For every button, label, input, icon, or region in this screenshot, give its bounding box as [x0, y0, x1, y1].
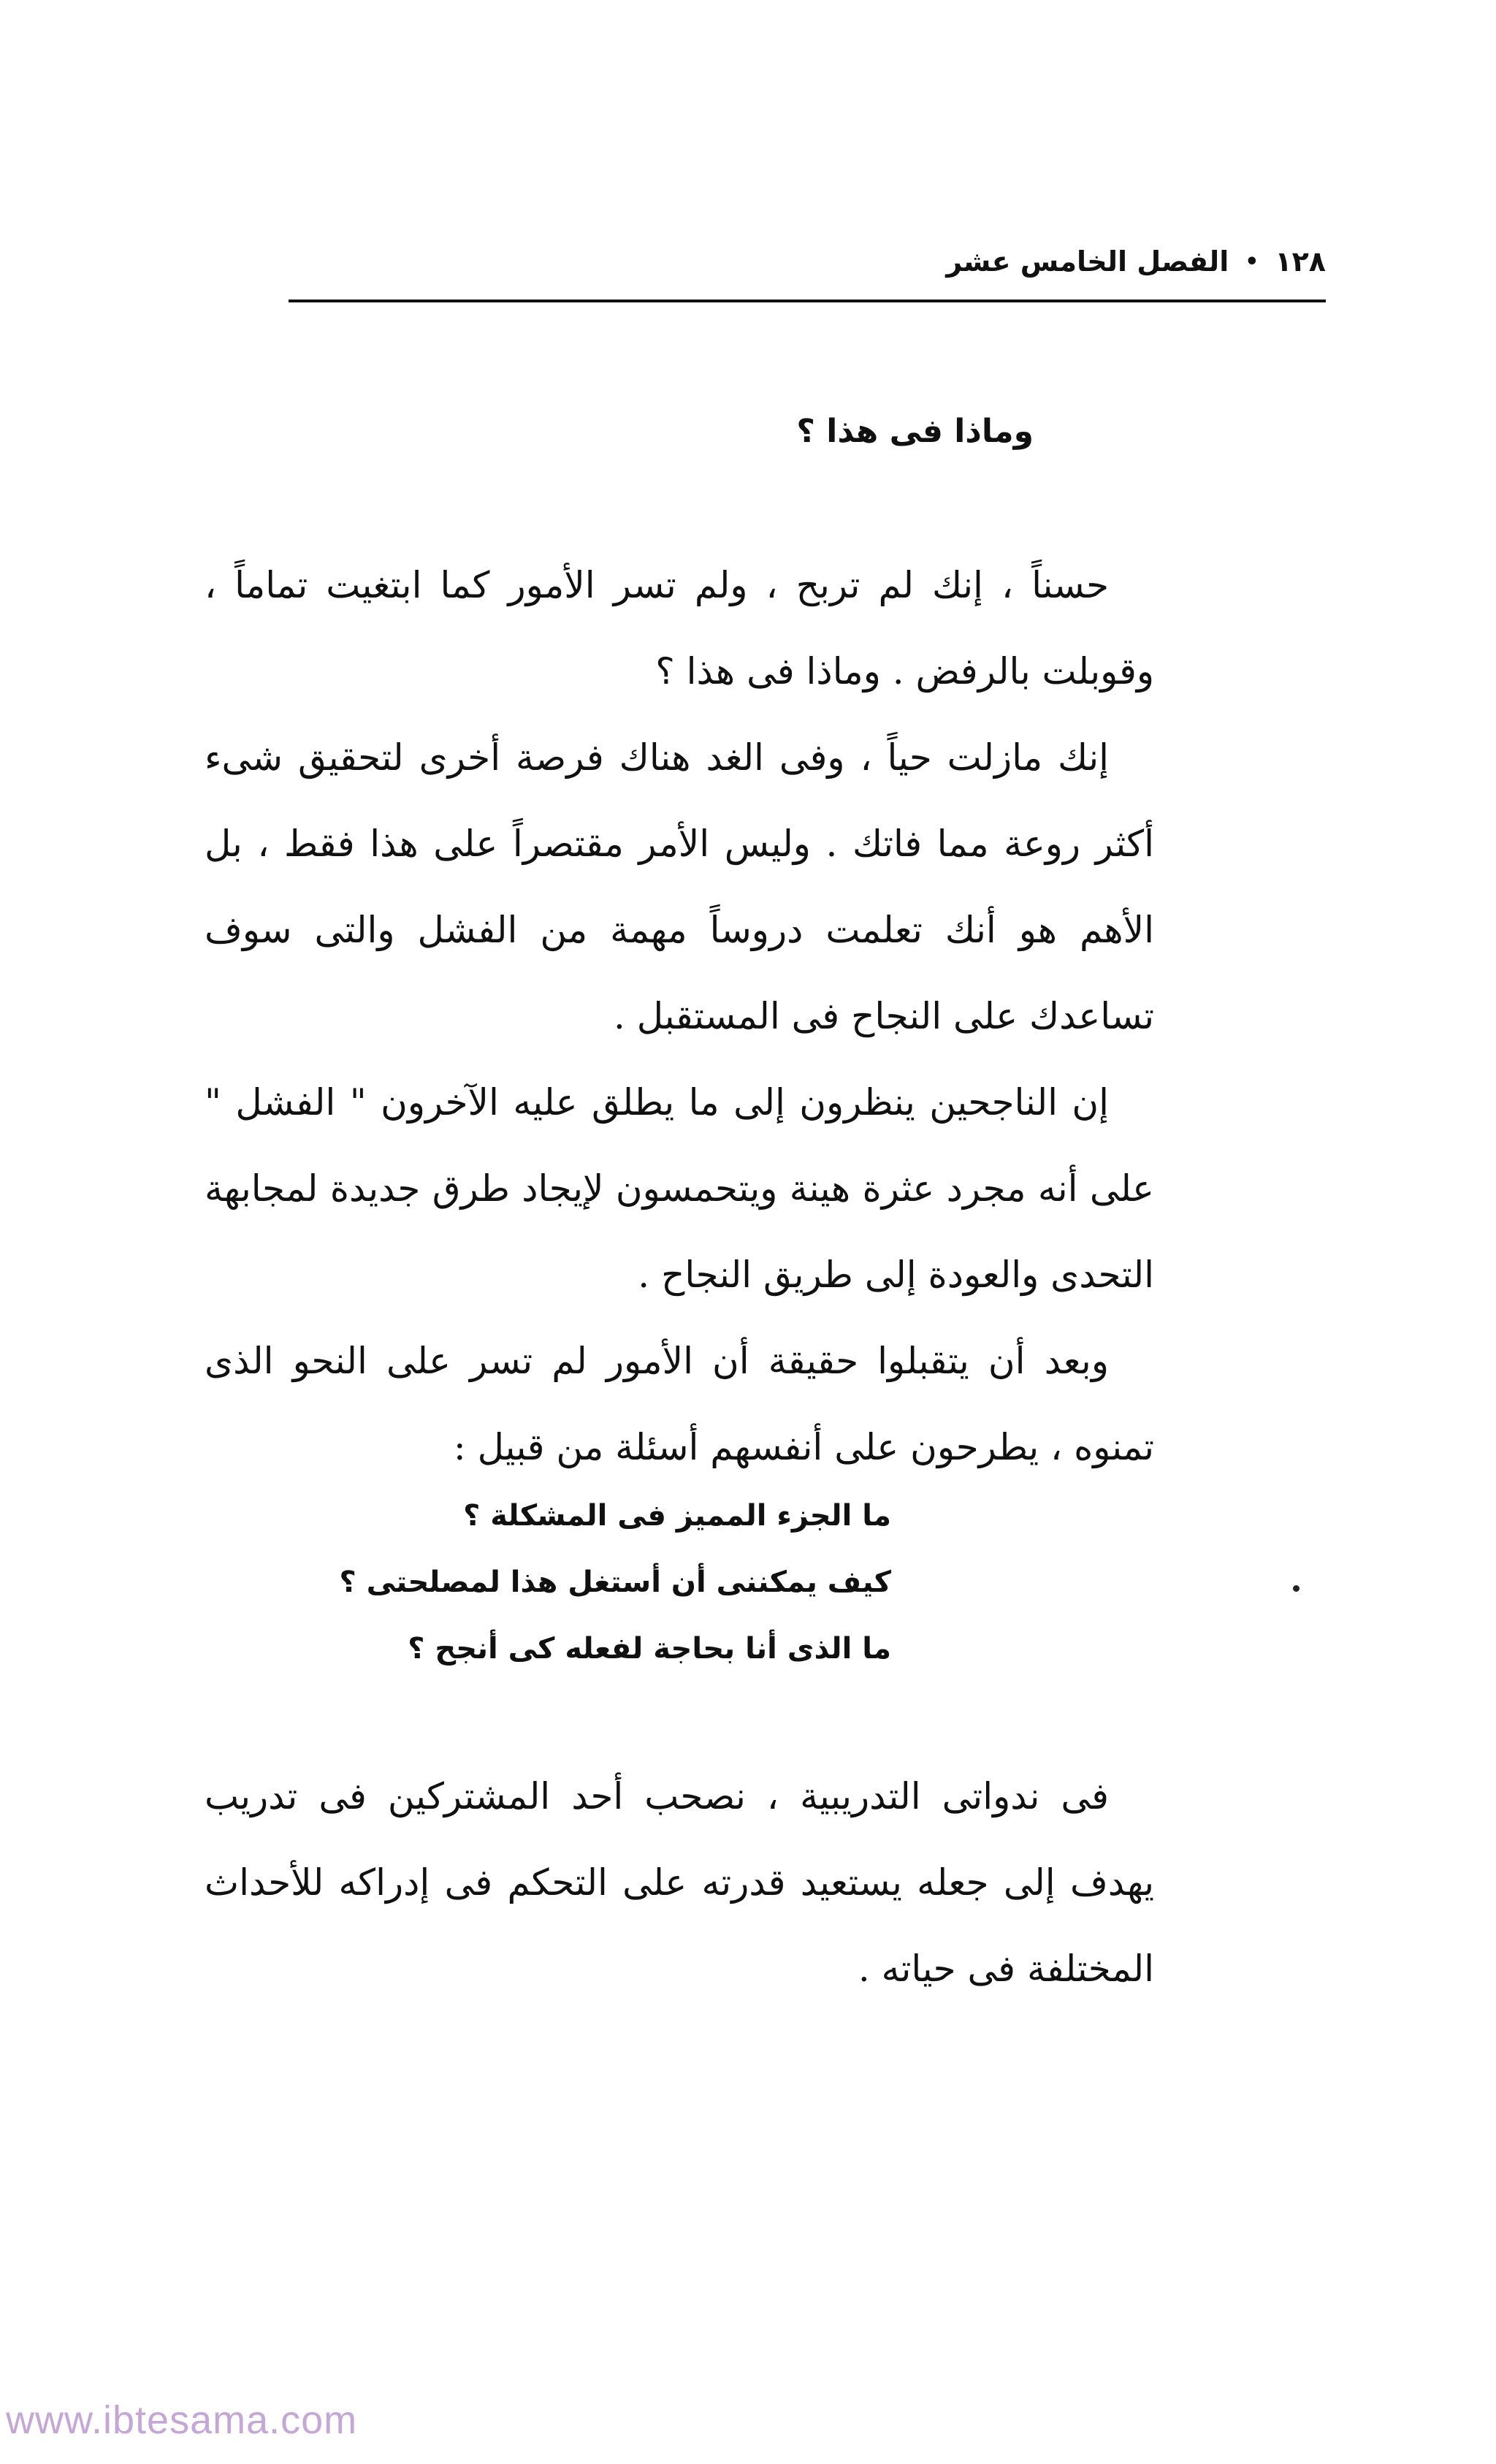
closing-paragraph: فى ندواتى التدريبية ، نصحب أحد المشتركين فى تدريب يهدف إلى جعله يستعيد قدرته على التحكم فى إدراكه للأحداث المختلفة فى حياته . [205, 1775, 1154, 1990]
paragraph: وبعد أن يتقبلوا حقيقة أن الأمور لم تسر على النحو الذى تمنوه ، يطرحون على أنفسهم أسئلة من قبيل : [205, 1340, 1154, 1468]
stray-dot [1293, 1585, 1300, 1592]
chapter-title: الفصل الخامس عشر [946, 245, 1229, 278]
paragraph: إن الناجحين ينظرون إلى ما يطلق عليه الآخرون " الفشل " على أنه مجرد عثرة هينة ويتحمسون لإيجاد طرق جديدة لمجابهة التحدى والعودة إلى طريق النجاح . [205, 1081, 1154, 1296]
header-bullet: • [1245, 248, 1259, 275]
body-text [205, 542, 1154, 1490]
paragraph: حسناً ، إنك لم تربح ، ولم تسر الأمور كما ابتغيت تماماً ، وقوبلت بالرفض . وماذا فى هذا ؟ [205, 564, 1154, 693]
question-item: ما الجزء المميز فى المشكلة ؟ [463, 1499, 891, 1533]
question-item: ما الذى أنا بحاجة لفعله كى أنجح ؟ [408, 1632, 891, 1666]
closing-text [205, 1753, 1154, 2012]
section-subheading: وماذا فى هذا ؟ [796, 413, 1034, 450]
paragraph: إنك مازلت حياً ، وفى الغد هناك فرصة أخرى لتحقيق شىء أكثر روعة مما فاتك . وليس الأمر مقتصراً على هذا فقط ، بل الأهم هو أنك تعلمت دروساً مهمة من الفشل والتى سوف تساعدك على النجاح فى المستقبل . [205, 736, 1154, 1037]
running-header [289, 232, 1326, 291]
header-rule [289, 300, 1326, 302]
page-number: ١٢٨ [1275, 245, 1326, 278]
question-item: كيف يمكننى أن أستغل هذا لمصلحتى ؟ [339, 1565, 891, 1599]
question-list [289, 1483, 891, 1682]
watermark-url: www.ibtesama.com [6, 2398, 358, 2442]
